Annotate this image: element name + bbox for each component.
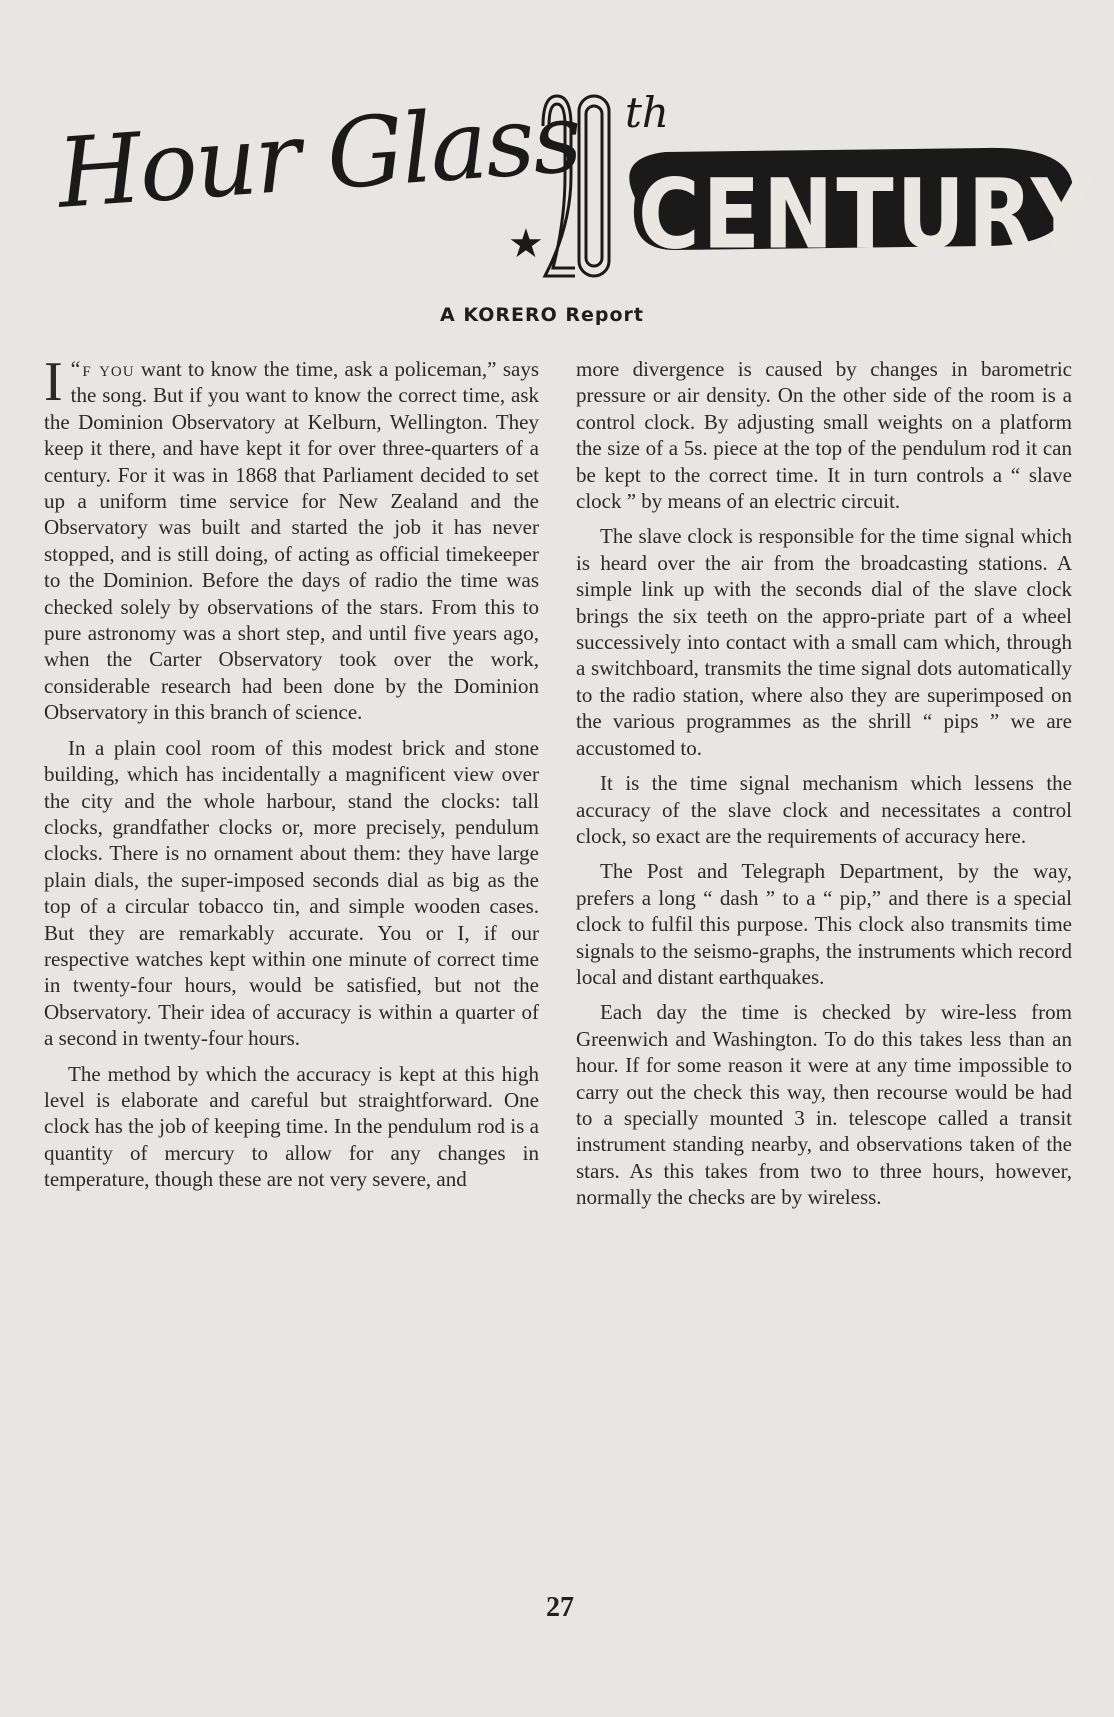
article-paragraph: It is the time signal mechanism which lessens the accuracy of the slave clock and necessitates a control clock, so exact are the requirements of accuracy here. — [576, 771, 1072, 848]
article-column-right — [576, 356, 1072, 1220]
byline: A KORERO Report — [440, 304, 644, 326]
ordinal-suffix: th — [625, 88, 669, 137]
masthead-script-title: Hour Glass — [54, 81, 584, 230]
article-paragraph: The slave clock is responsible for the time signal which is heard over the air from the broadcasting stations. A simple link up with the seconds dial of the slave clock brings the six teeth on the appro-priate part of a wheel successively into contact with a small cam which, through a switchboard, transmits the time signal dots automatically to the radio station, where also they are superimposed on the various programmes as the shrill “ pips ” we are accustomed to. — [576, 524, 1072, 760]
masthead — [40, 78, 1095, 298]
article-paragraph: more divergence is caused by changes in barometric pressure or air density. On the other side of the room is a control clock. By adjusting small weights on a platform the size of a 5s. piece at the top of the pendulum rod it can be kept to the correct time. It in turn controls a “ slave clock ” by means of an electric circuit. — [576, 357, 1072, 514]
century-word: CENTURY — [638, 157, 1095, 271]
page-number: 27 — [546, 1592, 574, 1623]
paragraph-text: want to know the time, ask a policeman,” says the song. But if you want to know the correct time, ask the Dominion Observatory at Kelburn, Wellington. They keep it there, and have kept it for over three-quarters of a century. For it was in 1868 that Parliament decided to set up a uniform time service for New Zealand and the Observatory was built and started the job it has never stopped, and is still doing, of acting as official timekeeper to the Dominion. Before the days of radio the time was checked solely by observations of the stars. From this to pure astronomy was a short step, and until five years ago, when the Carter Observatory took over the work, considerable research had been done by the Dominion Observatory in this branch of science. — [44, 357, 539, 725]
drop-cap: I — [44, 351, 63, 413]
article-paragraph: The method by which the accuracy is kept at this high level is elaborate and careful but straightforward. One clock has the job of keeping time. In the pendulum rod is a quantity of mercury to allow for any changes in temperature, though these are not very severe, and — [44, 1061, 539, 1192]
article-paragraph: In a plain cool room of this modest brick and stone building, which has incidentally a magnificent view over the city and the whole harbour, stand the clocks: tall clocks, grandfather clocks or, more precisely, pendulum clocks. There is no ornament about them: they have large plain dials, the super-imposed seconds dial as big as the top of a circular tobacco tin, and simple wooden cases. But they are remarkably accurate. You or I, if our respective watches kept within one minute of correct time in twenty-four hours, would be satisfied, but not the Observatory. Their idea of accuracy is within a quarter of a second in twenty-four hours. — [44, 735, 539, 1051]
star-icon: ★ — [508, 221, 544, 266]
small-caps-lead: f you — [82, 357, 135, 381]
article-column-left — [44, 351, 539, 1202]
article-paragraph — [44, 351, 539, 726]
article-paragraph: Each day the time is checked by wire-less from Greenwich and Washington. To do this takes less than an hour. If for some reason it were at any time impossible to carry out the check this way, then recourse would be had to a specially mounted 3 in. telescope called a transit instrument standing nearby, and observations taken of the stars. As this takes from two to three hours, however, normally the checks are by wireless. — [576, 1000, 1072, 1210]
twenty-outline-numeral — [535, 86, 615, 286]
opening-quote: “ — [70, 356, 81, 381]
article-paragraph: The Post and Telegraph Department, by the way, prefers a long “ dash ” to a “ pip,” and there is a special clock to fulfil this purpose. This clock also transmits time signals to the seismo-graphs, the instruments which record local and distant earthquakes. — [576, 859, 1072, 989]
